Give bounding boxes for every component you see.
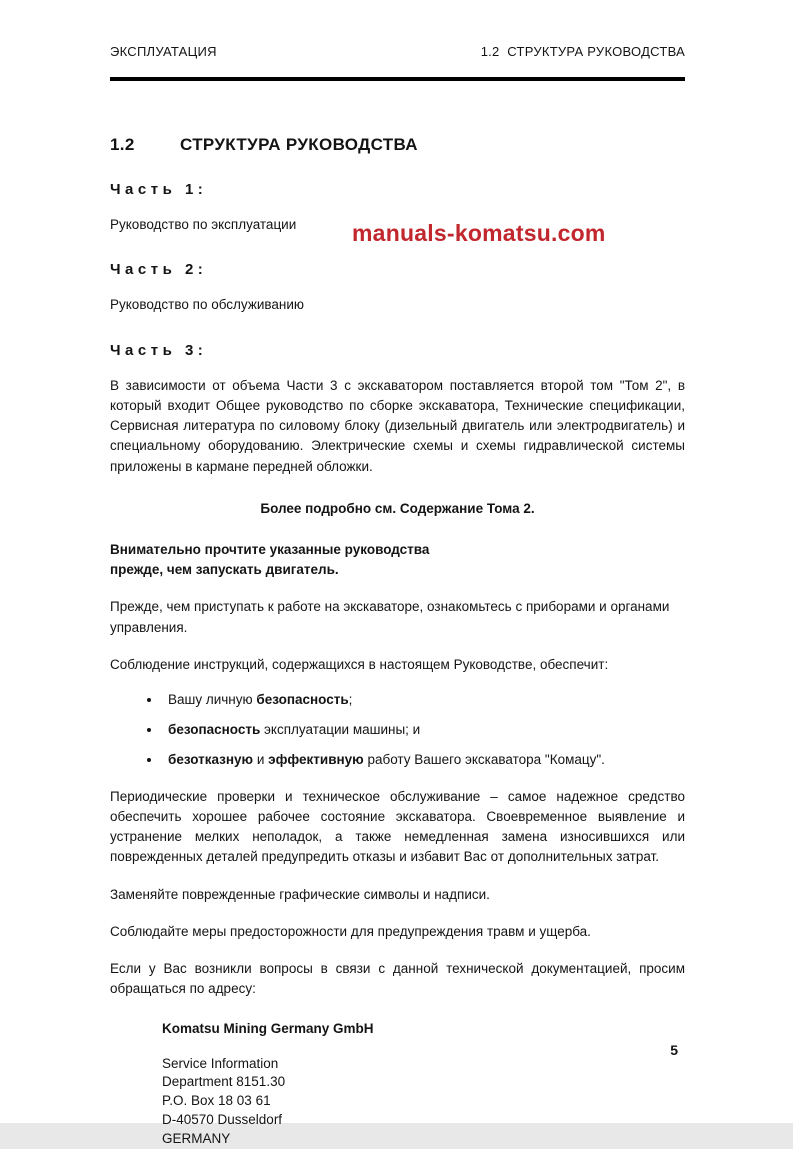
page-content xyxy=(110,44,685,1149)
bullet-text: Вашу личную xyxy=(168,692,257,707)
running-header xyxy=(110,44,685,59)
precautions-paragraph: Соблюдайте меры предосторожности для предупреждения травм и ущерба. xyxy=(110,923,591,939)
watermark-text: manuals-komatsu.com xyxy=(352,220,606,246)
warning-line1: Внимательно прочтите указанные руководства xyxy=(110,541,430,557)
bullet-text: ; xyxy=(348,692,353,707)
part2-body: Руководство по обслуживанию xyxy=(110,297,305,313)
header-rule xyxy=(110,77,685,81)
bullet-text-bold: безотказную xyxy=(168,751,254,767)
volume2-note: Более подробно см. Содержание Тома 2. xyxy=(260,500,535,516)
maintenance-paragraph: Периодические проверки и техническое обслуживание – самое надежное средство обеспечить хорошее рабочее состояние экскаватора. Своевременное выявление и устранение мелких неполадок, а также немедленная замена износившихся или поврежденных деталей предупредить отказы и избавит Вас от дополнительных затрат. xyxy=(110,788,685,865)
company-name: Komatsu Mining Germany GmbH xyxy=(162,1020,374,1036)
running-header-left: ЭКСПЛУАТАЦИЯ xyxy=(110,44,217,59)
part1-body: Руководство по эксплуатации xyxy=(110,217,297,232)
part3-body: В зависимости от объема Части 3 с экскаватором поставляется второй том "Том 2", в который входит Общее руководство по сборке экскаватора, Технические спецификации, Сервисная литература по силовому блоку (дизельный двигатель или электродвигатель) и специальному оборудованию. Электрические схемы и схемы гидравлической системы приложены в кармане передней обложки. xyxy=(110,377,685,474)
section-title xyxy=(110,135,685,155)
benefit-item-safety-personal xyxy=(162,691,685,710)
contact-paragraph: Если у Вас возникли вопросы в связи с данной технической документацией, просим обращаться по адресу: xyxy=(110,961,685,997)
address-line: D-40570 Dusseldorf xyxy=(162,1112,283,1128)
running-header-right: 1.2 СТРУКТУРА РУКОВОДСТВА xyxy=(480,44,685,59)
part1-heading: Часть 1: xyxy=(110,181,208,198)
benefit-list xyxy=(110,691,685,770)
address-line: GERMANY xyxy=(162,1131,231,1147)
bullet-text: и xyxy=(253,751,269,767)
bullet-text-bold: безопасность xyxy=(256,692,349,707)
address-line: Department 8151.30 xyxy=(162,1074,286,1090)
bullet-text-bold: эффективную xyxy=(268,751,364,767)
benefit-item-reliability xyxy=(162,751,685,770)
section-number: 1.2 xyxy=(110,135,135,154)
address-line: P.O. Box 18 03 61 xyxy=(162,1093,271,1109)
address-block xyxy=(162,1020,685,1149)
address-line: Service Information xyxy=(162,1055,279,1071)
part2-heading: Часть 2: xyxy=(110,261,208,279)
part3-heading: Часть 3: xyxy=(110,341,208,359)
warning-block xyxy=(110,540,685,581)
bullet-text: эксплуатации машины; и xyxy=(260,721,421,737)
benefit-item-safety-machine xyxy=(162,721,685,740)
section-title-text: СТРУКТУРА РУКОВОДСТВА xyxy=(180,135,418,154)
symbols-paragraph: Заменяйте поврежденные графические символы и надписи. xyxy=(110,886,490,902)
bullet-text-bold: безопасность xyxy=(168,721,261,737)
compliance-paragraph: Соблюдение инструкций, содержащихся в настоящем Руководстве, обеспечит: xyxy=(110,656,609,672)
intro-paragraph: Прежде, чем приступать к работе на экскаваторе, ознакомьтесь с приборами и органами управления. xyxy=(110,599,670,635)
page-number: 5 xyxy=(670,1042,678,1058)
warning-line2: прежде, чем запускать двигатель. xyxy=(110,562,339,577)
bullet-text: работу Вашего экскаватора "Комацу". xyxy=(363,751,605,767)
